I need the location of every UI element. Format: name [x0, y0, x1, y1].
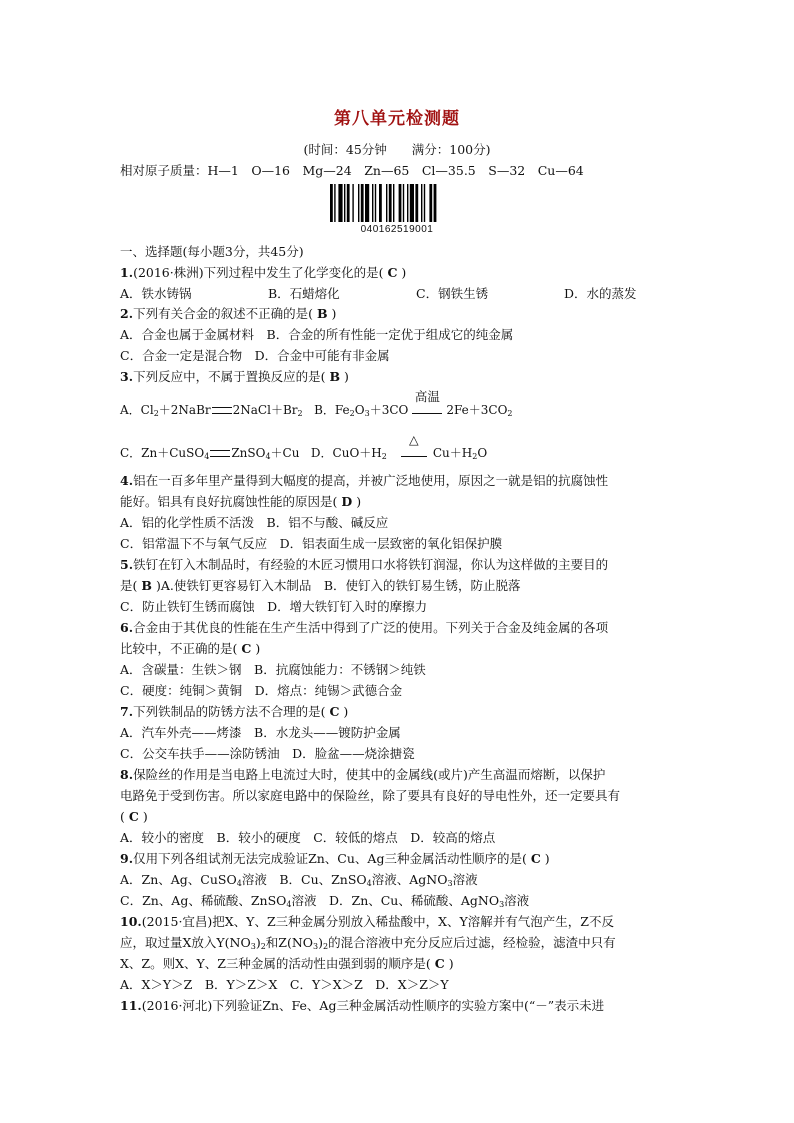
question-number: 1.	[120, 265, 134, 280]
page-title: 第八单元检测题	[334, 109, 460, 129]
question-number: 8.	[120, 767, 134, 782]
text: 溶液	[504, 893, 530, 908]
question-stem: 铝在一百多年里产量得到大幅度的提高，并被广泛地使用，原因之一就是铝的抗腐蚀性	[133, 473, 609, 488]
text: A．Cl	[120, 403, 154, 417]
question-stem: (2016·株洲)下列过程中发生了化学变化的是(	[133, 265, 384, 280]
text: O	[354, 403, 365, 417]
question-stem: 保险丝的作用是当电路上电流过大时，使其中的金属线(或片)产生高温而熔断，以保护	[133, 767, 606, 782]
question-number: 6.	[120, 620, 134, 635]
question-7-options-ab: A．汽车外壳——烤漆 B．水龙头——镀防护金属	[120, 725, 401, 740]
paren: )	[142, 809, 148, 824]
question-3	[120, 369, 349, 385]
paren: )	[356, 494, 362, 509]
option-a: A．铁水铸锅	[120, 286, 192, 301]
question-9	[120, 851, 550, 867]
question-7-options-cd: C．公交车扶手——涂防锈油 D．脸盆——烧涂搪瓷	[120, 746, 415, 761]
option-c: C．钢铁生锈	[416, 286, 489, 301]
answer: C	[530, 851, 541, 866]
question-2	[120, 306, 336, 322]
answer: B	[316, 306, 328, 321]
question-11	[120, 998, 604, 1014]
question-6-options-ab: A．含碳量：生铁＞钢 B．抗腐蚀能力：不锈钢＞纯铁	[120, 662, 426, 677]
text: A．Zn、Ag、CuSO	[120, 872, 237, 887]
question-stem: (2015·宜昌)把X、Y、Z三种金属分别放入稀盐酸中，X、Y溶解并有气泡产生，Z不反	[141, 914, 614, 929]
question-8-options: A．较小的密度 B．较小的硬度 C．较低的熔点 D．较高的熔点	[120, 830, 496, 845]
paren: )	[255, 641, 261, 656]
question-stem: 铁钉在钉入木制品时，有经验的木匠习惯用口水将铁钉润湿，你认为这样做的主要目的	[133, 557, 609, 572]
subscript: 2	[323, 942, 329, 951]
text: ZnSO	[231, 446, 266, 460]
question-stem: 合金由于其优良的性能在生产生活中得到了广泛的使用。下列关于合金及纯金属的各项	[133, 620, 609, 635]
question-stem: 下列有关合金的叙述不正确的是(	[133, 306, 313, 321]
text: ＋3CO	[369, 403, 409, 417]
barcode-number: 040162519001	[360, 224, 434, 235]
question-9-options-cd	[120, 893, 529, 913]
reaction-condition	[412, 389, 442, 417]
question-4-options-cd: C．铝常温下不与氧气反应 D．铝表面生成一层致密的氧化铝保护膜	[120, 536, 503, 551]
question-2-options-ab: A．合金也属于金属材料 B．合金的所有性能一定优于组成它的纯金属	[120, 327, 514, 342]
option-c	[120, 446, 299, 460]
answer: B	[329, 369, 341, 384]
condition-text: △	[409, 432, 419, 447]
text: D．CuO＋H	[310, 446, 382, 460]
subscript: 2	[297, 409, 303, 418]
question-10	[120, 914, 614, 930]
option-ab: )A.使铁钉更容易钉入木制品 B．使钉入的铁钉易生锈，防止脱落	[155, 578, 521, 593]
question-4-cont	[120, 494, 361, 510]
question-1-options	[120, 286, 637, 302]
subscript: 3	[447, 879, 453, 888]
section-heading: 一、选择题(每小题3分，共45分)	[120, 244, 304, 259]
answer: C	[387, 265, 398, 280]
answer: B	[141, 578, 152, 593]
paren: )	[544, 851, 550, 866]
question-3-options-ab	[120, 389, 513, 418]
answer: C	[241, 641, 252, 656]
question-10-cont	[120, 935, 616, 955]
text: 应，取过量X放入Y(NO	[120, 935, 251, 950]
question-number: 9.	[120, 851, 134, 866]
question-10-options: A．X＞Y＞Z B．Y＞Z＞X C．Y＞X＞Z D．X＞Z＞Y	[120, 977, 449, 992]
paren: )	[448, 956, 454, 971]
option-d	[310, 432, 488, 461]
question-stem: 下列反应中，不属于置换反应的是(	[133, 369, 326, 384]
question-4-options-ab: A．铝的化学性质不活泼 B．铝不与酸、碱反应	[120, 515, 389, 530]
text: ＋Cu	[270, 446, 300, 460]
question-number: 7.	[120, 704, 134, 719]
text: Cu＋H	[432, 446, 473, 460]
question-8	[120, 767, 605, 783]
subscript: 3	[250, 942, 256, 951]
subscript: 2	[153, 409, 159, 418]
question-stem: 能好。铝具有良好抗腐蚀性能的原因是(	[120, 494, 338, 509]
question-8-cont: 电路免于受到伤害。所以家庭电路中的保险丝，除了要具有良好的导电性外，还一定要具有	[120, 788, 621, 803]
option-b: B．石蜡熔化	[268, 286, 340, 301]
paren: )	[331, 306, 337, 321]
answer: C	[329, 704, 340, 719]
question-8-answer	[120, 809, 148, 825]
equals-sign	[210, 450, 230, 457]
exam-subtitle: (时间：45分钟 满分：100分)	[303, 142, 491, 157]
text: )	[318, 935, 324, 950]
option-a	[120, 403, 303, 417]
question-stem: 仅用下列各组试剂无法完成验证Zn、Cu、Ag三种金属活动性顺序的是(	[133, 851, 527, 866]
text: 的混合溶液中充分反应后过滤，经检验，滤渣中只有	[328, 935, 616, 950]
text: 溶液 D．Zn、Cu、稀硫酸、AgNO	[291, 893, 500, 908]
question-1	[120, 265, 406, 281]
option-d: D．水的蒸发	[564, 286, 637, 301]
question-number: 2.	[120, 306, 134, 321]
text: 2Fe＋3CO	[446, 403, 508, 417]
text: O	[477, 446, 488, 460]
question-6-cont	[120, 641, 260, 657]
subscript: 2	[349, 409, 355, 418]
text: 和Z(NO	[265, 935, 314, 950]
reaction-condition	[401, 432, 427, 460]
question-stem: 比较中，不正确的是(	[120, 641, 238, 656]
subscript: 2	[472, 452, 478, 461]
subscript: 2	[381, 452, 387, 461]
subscript: 3	[364, 409, 370, 418]
question-7	[120, 704, 348, 720]
text: C．Zn＋CuSO	[120, 446, 205, 460]
question-number: 10.	[120, 914, 142, 929]
question-2-options-cd: C．合金一定是混合物 D．合金中可能有非金属	[120, 348, 390, 363]
question-number: 4.	[120, 473, 134, 488]
text: C．Zn、Ag、稀硫酸、ZnSO	[120, 893, 287, 908]
subscript: 4	[286, 900, 292, 909]
question-5-options-cd: C．防止铁钉生锈而腐蚀 D．增大铁钉钉入时的摩擦力	[120, 599, 428, 614]
question-9-options-ab	[120, 872, 478, 892]
question-10-cont2	[120, 956, 454, 972]
atomic-masses: 相对原子质量：H—1 O—16 Mg—24 Zn—65 Cl—35.5 S—32 Cu—64	[120, 163, 584, 178]
text: 2NaCl＋Br	[232, 403, 298, 417]
subscript: 2	[260, 942, 266, 951]
answer: C	[434, 956, 445, 971]
subscript: 2	[507, 409, 513, 418]
paren: )	[343, 704, 349, 719]
question-6	[120, 620, 608, 636]
question-5	[120, 557, 608, 573]
question-number: 11.	[120, 998, 142, 1013]
question-stem: 是(	[120, 578, 138, 593]
question-5-cont	[120, 578, 521, 594]
text: B．Fe	[314, 403, 350, 417]
subscript: 4	[204, 452, 210, 461]
barcode	[329, 184, 465, 222]
text: 溶液、AgNO	[371, 872, 448, 887]
equals-sign	[212, 407, 232, 414]
subscript: 4	[366, 879, 372, 888]
question-stem: X、Z。则X、Y、Z三种金属的活动性由强到弱的顺序是(	[120, 956, 431, 971]
question-4	[120, 473, 608, 489]
text: 溶液	[452, 872, 478, 887]
question-6-options-cd: C．硬度：纯铜＞黄铜 D．熔点：纯锡＞武德合金	[120, 683, 403, 698]
question-stem: (2016·河北)下列验证Zn、Fe、Ag三种金属活动性顺序的实验方案中(“－”表示未进	[141, 998, 605, 1013]
text: 溶液 B．Cu、ZnSO	[241, 872, 367, 887]
text: ＋2NaBr	[158, 403, 211, 417]
paren: )	[401, 265, 407, 280]
option-b	[314, 389, 513, 418]
subscript: 3	[313, 942, 319, 951]
subscript: 4	[236, 879, 242, 888]
condition-text: 高温	[414, 389, 440, 404]
subscript: 3	[499, 900, 505, 909]
question-3-options-cd	[120, 432, 488, 461]
question-stem: 下列铁制品的防锈方法不合理的是(	[133, 704, 326, 719]
question-number: 3.	[120, 369, 134, 384]
paren: (	[120, 809, 125, 824]
answer: D	[341, 494, 353, 509]
question-number: 5.	[120, 557, 134, 572]
text: )	[255, 935, 261, 950]
answer: C	[128, 809, 139, 824]
subscript: 4	[265, 452, 271, 461]
paren: )	[344, 369, 349, 384]
